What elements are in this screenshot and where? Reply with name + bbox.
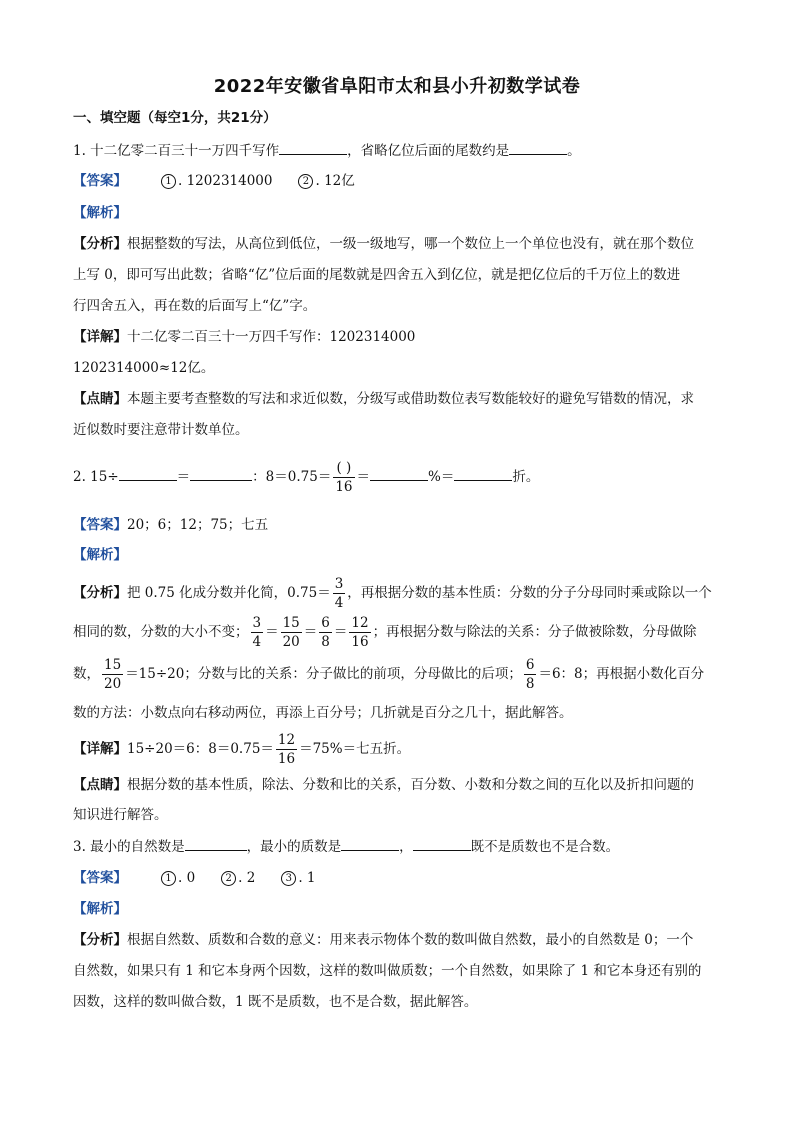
fraction: $\frac{12}{16}$ xyxy=(351,615,369,650)
question-1-answer: 【答案】 1 . 1202314000 2 . 12亿 xyxy=(73,173,355,189)
question-1-detail-line: 1202314000≈12亿。 xyxy=(73,360,215,376)
answer-blank xyxy=(454,468,512,481)
question-1-analysis-label: 【解析】 xyxy=(73,205,127,221)
answer-blank xyxy=(279,142,347,155)
question-1-stem: 1. 十二亿零二百三十一万四千写作 ，省略亿位后面的尾数约是 。 xyxy=(73,143,581,159)
answer-blank xyxy=(119,468,177,481)
question-1-fenxi-line: 上写 0，即可写出此数；省略“亿”位后面的尾数就是四舍五入到亿位，就是把亿位后的千万位上的数进 xyxy=(73,267,681,283)
fraction: $\frac{6}{8}$ xyxy=(321,615,330,650)
answer-blank xyxy=(413,838,471,851)
question-3-answer: 【答案】 1 . 0 2 . 2 3 . 1 xyxy=(73,870,316,886)
question-1-detail: 【详解】十二亿零二百三十一万四千写作：1202314000 xyxy=(73,329,416,345)
fraction: $\frac{15}{20}$ xyxy=(282,615,300,650)
question-1-fenxi-line: 行四舍五入，再在数的后面写上“亿”字。 xyxy=(73,298,317,314)
circled-number-icon: 3 xyxy=(281,871,296,886)
circled-number-icon: 1 xyxy=(161,871,176,886)
question-3-fenxi-line: 因数，这样的数叫做合数，1 既不是质数，也不是合数，据此解答。 xyxy=(73,994,478,1010)
question-2-fenxi-line: 【分析】把 0.75 化成分数并化简，0.75＝ $\frac{3}{4}$ ，再根据分数的基本性质：分数的分子分母同时乘或除以一个 xyxy=(73,576,712,611)
question-2-answer: 【答案】20；6；12；75；七五 xyxy=(73,517,269,533)
question-2-fenxi-line: 相同的数，分数的大小不变； $\frac{3}{4}$ ＝ $\frac{15}{20}$ ＝ $\frac{6}{8}$ ＝ $\frac{12}{16}$ ；再根据分数与除法的关系：分子做被除数，分母做除 xyxy=(73,615,697,650)
fraction: $\frac{15}{20}$ xyxy=(104,657,122,692)
question-1-comment-line: 近似数时要注意带计数单位。 xyxy=(73,422,249,438)
circled-number-icon: 2 xyxy=(298,174,313,189)
question-2-stem: 2. 15÷ ＝ ：8＝0.75＝ $\frac{( )}{16}$ ＝ %＝ 折。 xyxy=(73,460,540,495)
question-2-detail: 【详解】15÷20＝6：8＝0.75＝ $\frac{12}{16}$ ＝75%＝七五折。 xyxy=(73,732,411,767)
question-3-analysis-label: 【解析】 xyxy=(73,901,127,917)
question-1-fenxi-line: 【分析】根据整数的写法，从高位到低位，一级一级地写，哪一个数位上一个单位也没有，就在那个数位 xyxy=(73,236,694,252)
question-2-fenxi-line: 数， $\frac{15}{20}$ ＝15÷20；分数与比的关系：分子做比的前项，分母做比的后项； $\frac{6}{8}$ ＝6：8；再根据小数化百分 xyxy=(73,657,705,692)
answer-blank xyxy=(190,468,252,481)
fraction: $\frac{3}{4}$ xyxy=(334,576,344,611)
fraction: $\frac{3}{4}$ xyxy=(252,615,262,650)
question-1-comment: 【点睛】本题主要考查整数的写法和求近似数，分级写或借助数位表写数能较好的避免写错数的情况，求 xyxy=(73,391,694,407)
answer-blank xyxy=(370,468,428,481)
question-2-comment: 【点睛】根据分数的基本性质，除法、分数和比的关系，百分数、小数和分数之间的互化以及折扣问题的 xyxy=(73,777,694,793)
section-heading: 一、填空题（每空1分，共21分） xyxy=(73,110,277,126)
fraction: $\frac{12}{16}$ xyxy=(277,732,296,767)
question-2-analysis-label: 【解析】 xyxy=(73,547,127,563)
circled-number-icon: 1 xyxy=(161,174,176,189)
question-3-fenxi-line: 自然数，如果只有 1 和它本身两个因数，这样的数叫做质数；一个自然数，如果除了 1 和它本身还有别的 xyxy=(73,963,702,979)
fraction: $\frac{6}{8}$ xyxy=(525,657,535,692)
answer-blank xyxy=(509,142,567,155)
circled-number-icon: 2 xyxy=(221,871,236,886)
page-title: 2022年安徽省阜阳市太和县小升初数学试卷 xyxy=(213,76,581,97)
question-3-fenxi-line: 【分析】根据自然数、质数和合数的意义：用来表示物体个数的数叫做自然数，最小的自然数是 0；一个 xyxy=(73,932,694,948)
question-3-stem: 3. 最小的自然数是 ，最小的质数是 ， 既不是质数也不是合数。 xyxy=(73,839,620,855)
answer-blank xyxy=(341,838,399,851)
question-2-fenxi-line: 数的方法：小数点向右移动两位，再添上百分号；几折就是百分之几十，据此解答。 xyxy=(73,705,573,721)
fraction: $\frac{( )}{16}$ xyxy=(335,460,353,495)
question-2-comment-line: 知识进行解答。 xyxy=(73,807,168,823)
answer-blank xyxy=(185,838,247,851)
